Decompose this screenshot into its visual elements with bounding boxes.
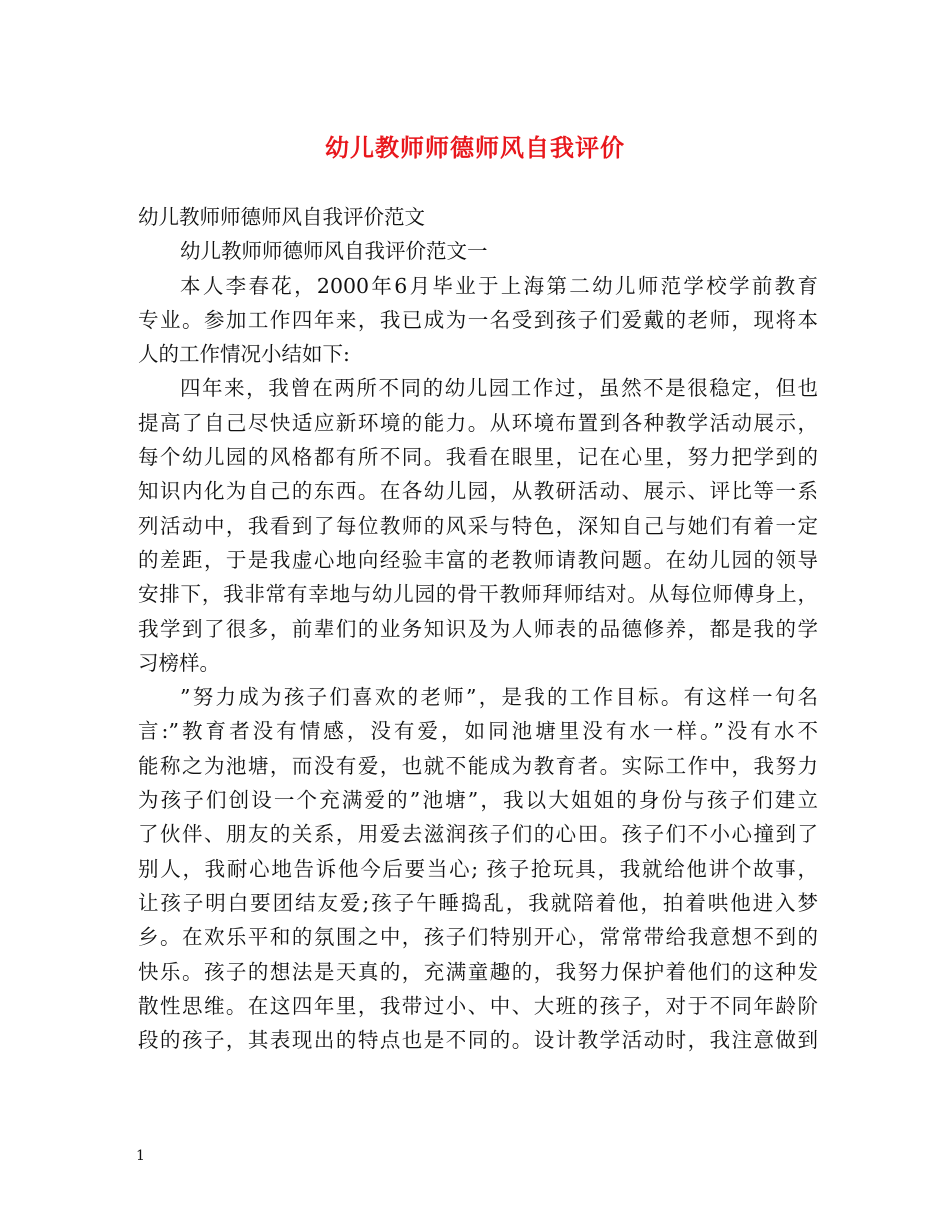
page-number: 1 [136,1148,145,1164]
text-line: 为孩子们创设一个充满爱的”池塘”，我以大姐姐的身份与孩子们建立 [138,788,818,813]
text-line: 每个幼儿园的风格都有所不同。我看在眼里，记在心里，努力把学到的 [138,445,818,470]
text-line: 幼儿教师师德师风自我评价范文 [138,205,425,229]
text-line: 幼儿教师师德师风自我评价范文一 [180,239,488,264]
text-line: 提高了自己尽快适应新环境的能力。从环境布置到各种教学活动展示， [138,410,818,435]
text-line: 能称之为池塘，而没有爱，也就不能成为教育者。实际工作中，我努力 [138,753,818,778]
text-line: 我学到了很多，前辈们的业务知识及为人师表的品德修养，都是我的学 [138,616,818,641]
text-line: 了伙伴、朋友的关系，用爱去滋润孩子们的心田。孩子们不小心撞到了 [138,822,818,847]
document-body [138,200,818,1057]
text-line: 的差距，于是我虚心地向经验丰富的老教师请教问题。在幼儿园的领导 [138,547,818,572]
text-line: 让孩子明白要团结友爱;孩子午睡捣乱，我就陪着他，拍着哄他进入梦 [138,890,818,915]
text-line: 别人，我耐心地告诉他今后要当心; 孩子抢玩具，我就给他讲个故事， [138,856,818,881]
document-title: 幼儿教师师德师风自我评价 [325,133,625,162]
text-line: 乡。在欢乐平和的氛围之中，孩子们特别开心，常常带给我意想不到的 [138,925,818,950]
text-line: 列活动中，我看到了每位教师的风采与特色，深知自己与她们有着一定 [138,513,818,538]
text-line: 段的孩子，其表现出的特点也是不同的。设计教学活动时，我注意做到 [138,1028,818,1053]
text-line: 知识内化为自己的东西。在各幼儿园，从教研活动、展示、评比等一系 [138,479,818,504]
text-line: 言:”教育者没有情感，没有爱，如同池塘里没有水一样。”没有水不 [138,719,818,744]
text-line: 习榜样。 [138,650,220,675]
text-line: ”努力成为孩子们喜欢的老师”，是我的工作目标。有这样一句名 [180,685,818,710]
text-line: 人的工作情况小结如下: [138,342,350,367]
text-line: 快乐。孩子的想法是天真的，充满童趣的，我努力保护着他们的这种发 [138,959,818,984]
text-line: 专业。参加工作四年来，我已成为一名受到孩子们爱戴的老师，现将本 [138,307,818,332]
text-line: 散性思维。在这四年里，我带过小、中、大班的孩子，对于不同年龄阶 [138,993,818,1018]
text-line: 安排下，我非常有幸地与幼儿园的骨干教师拜师结对。从每位师傅身上， [138,582,818,607]
text-line: 四年来，我曾在两所不同的幼儿园工作过，虽然不是很稳定，但也 [180,376,818,401]
text-line: 本人李春花，2000年6月毕业于上海第二幼儿师范学校学前教育 [180,273,818,298]
